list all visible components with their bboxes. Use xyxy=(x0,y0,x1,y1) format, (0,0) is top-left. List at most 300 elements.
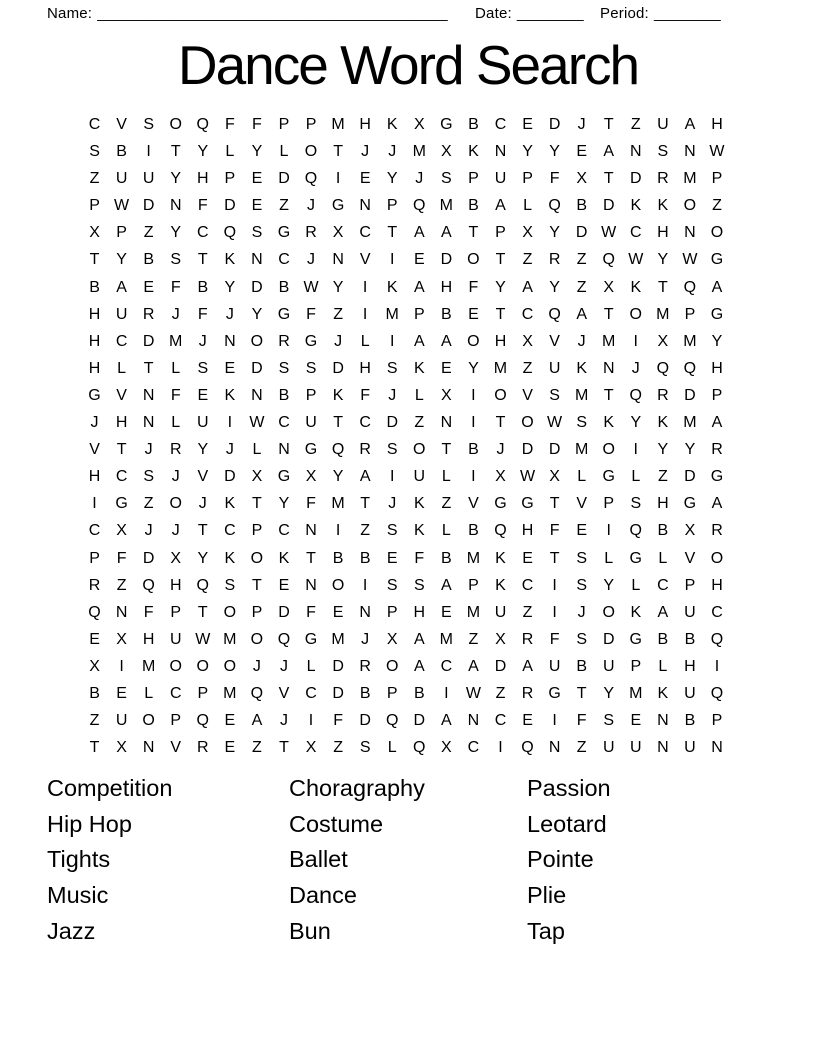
grid-letter: M xyxy=(223,684,237,702)
grid-letter: E xyxy=(386,549,398,567)
grid-letter: Q xyxy=(521,739,534,757)
grid-letter: K xyxy=(224,495,236,513)
grid-letter: N xyxy=(251,251,263,269)
word-list-item: Bun xyxy=(289,917,331,944)
period-label: Period: xyxy=(600,5,649,22)
grid-letter: L xyxy=(144,684,154,702)
grid-letter: V xyxy=(549,332,560,350)
grid-letter: J xyxy=(198,332,207,350)
grid-letter: X xyxy=(305,468,317,486)
grid-letter: J xyxy=(279,712,288,730)
grid-letter: B xyxy=(684,712,696,730)
grid-letter: V xyxy=(116,386,127,404)
grid-letter: P xyxy=(170,712,182,730)
grid-letter: T xyxy=(116,441,127,459)
grid-letter: K xyxy=(657,197,669,215)
grid-row xyxy=(81,409,731,436)
grid-letter: P xyxy=(468,576,479,594)
grid-letter: D xyxy=(684,386,696,404)
grid-letter: J xyxy=(577,603,586,621)
grid-letter: L xyxy=(604,549,614,567)
grid-letter: L xyxy=(279,143,289,161)
grid-letter: Y xyxy=(657,441,669,459)
grid-letter: A xyxy=(711,414,723,432)
grid-letter: S xyxy=(413,576,425,594)
grid-letter: J xyxy=(577,332,586,350)
grid-letter: C xyxy=(440,657,453,675)
grid-letter: A xyxy=(116,278,127,296)
grid-letter: I xyxy=(471,414,476,432)
grid-letter: B xyxy=(657,630,669,648)
name-label: Name: xyxy=(47,5,93,22)
grid-letter: G xyxy=(277,468,291,486)
grid-letter: W xyxy=(303,278,319,296)
grid-letter: E xyxy=(522,712,533,730)
grid-letter: P xyxy=(495,224,506,242)
grid-letter: H xyxy=(359,359,371,377)
grid-letter: P xyxy=(170,603,182,621)
grid-letter: J xyxy=(198,495,207,513)
grid-letter: O xyxy=(494,386,507,404)
word-list-item: Leotard xyxy=(527,810,607,837)
grid-letter: F xyxy=(414,549,425,567)
grid-letter: N xyxy=(224,332,236,350)
grid-letter: I xyxy=(308,712,314,730)
grid-letter: T xyxy=(603,386,614,404)
grid-letter: T xyxy=(549,549,560,567)
grid-letter: W xyxy=(465,684,481,702)
grid-letter: X xyxy=(441,143,452,161)
grid-letter: T xyxy=(468,224,479,242)
grid-letter: E xyxy=(468,305,479,323)
grid-letter: B xyxy=(441,305,452,323)
grid-letter: K xyxy=(576,359,587,377)
grid-letter: Y xyxy=(549,224,560,242)
grid-letter: C xyxy=(359,414,371,432)
grid-letter: M xyxy=(223,630,237,648)
grid-letter: M xyxy=(141,657,156,675)
grid-letter: T xyxy=(576,684,587,702)
grid-row xyxy=(81,192,731,219)
grid-letter: E xyxy=(332,603,344,621)
grid-letter: G xyxy=(277,305,291,323)
grid-letter: S xyxy=(630,495,642,513)
grid-letter: D xyxy=(440,251,453,269)
grid-letter: I xyxy=(362,576,368,594)
grid-row xyxy=(81,138,731,165)
grid-letter: B xyxy=(278,278,290,296)
grid-letter: B xyxy=(468,441,479,459)
word-list-column-1 xyxy=(47,771,172,950)
grid-letter: D xyxy=(251,278,263,296)
grid-letter: B xyxy=(278,386,290,404)
grid-letter: N xyxy=(115,603,128,621)
grid-letter: K xyxy=(603,414,615,432)
grid-row xyxy=(81,219,731,246)
word-list-item: Costume xyxy=(289,810,384,837)
grid-letter: F xyxy=(224,116,235,133)
grid-letter: S xyxy=(386,576,398,594)
grid-letter: Q xyxy=(548,197,561,215)
grid-letter: G xyxy=(521,495,534,513)
grid-row xyxy=(81,707,731,734)
grid-letter: U xyxy=(142,170,155,188)
grid-letter: Z xyxy=(414,414,425,432)
grid-letter: J xyxy=(171,305,180,323)
grid-letter: M xyxy=(169,332,183,350)
grid-letter: R xyxy=(359,657,371,675)
grid-letter: A xyxy=(413,657,425,675)
grid-letter: D xyxy=(602,197,615,215)
grid-letter: N xyxy=(305,576,317,594)
grid-letter: Q xyxy=(88,603,101,621)
grid-letter: J xyxy=(307,251,316,269)
word-list-item: Hip Hop xyxy=(47,810,132,837)
grid-letter: O xyxy=(629,305,642,323)
grid-letter: T xyxy=(143,359,154,377)
grid-letter: N xyxy=(684,143,696,161)
grid-letter: V xyxy=(684,549,696,567)
grid-letter: I xyxy=(389,468,395,486)
grid-letter: J xyxy=(225,441,234,459)
grid-letter: Y xyxy=(197,143,209,161)
grid-letter: L xyxy=(577,468,587,486)
grid-letter: S xyxy=(143,116,154,133)
grid-letter: X xyxy=(116,522,127,540)
grid-row xyxy=(81,382,731,409)
grid-letter: F xyxy=(143,603,154,621)
grid-letter: F xyxy=(252,116,262,133)
grid-letter: N xyxy=(467,712,480,730)
grid-letter: Z xyxy=(576,739,587,757)
grid-letter: L xyxy=(387,739,397,757)
grid-letter: X xyxy=(413,116,425,133)
grid-letter: O xyxy=(223,657,237,675)
grid-letter: W xyxy=(195,630,211,648)
grid-letter: D xyxy=(278,603,290,621)
grid-letter: K xyxy=(657,684,669,702)
grid-letter: Y xyxy=(116,251,127,269)
grid-letter: M xyxy=(683,414,697,432)
grid-letter: L xyxy=(360,332,370,350)
grid-letter: S xyxy=(549,386,560,404)
grid-letter: E xyxy=(224,359,236,377)
grid-letter: T xyxy=(603,116,614,133)
grid-letter: N xyxy=(359,197,371,215)
grid-letter: U xyxy=(197,414,209,432)
grid-letter: U xyxy=(602,739,615,757)
grid-letter: B xyxy=(143,251,154,269)
grid-letter: L xyxy=(441,468,451,486)
grid-letter: S xyxy=(89,143,100,161)
grid-letter: X xyxy=(522,332,533,350)
grid-letter: U xyxy=(115,170,128,188)
grid-letter: P xyxy=(684,305,696,323)
grid-letter: U xyxy=(115,305,128,323)
grid-letter: M xyxy=(331,116,345,133)
grid-letter: D xyxy=(630,170,642,188)
grid-letter: F xyxy=(306,603,316,621)
grid-letter: U xyxy=(657,116,669,133)
grid-letter: A xyxy=(413,630,425,648)
grid-letter: A xyxy=(657,603,669,621)
grid-letter: K xyxy=(413,495,425,513)
grid-letter: S xyxy=(441,170,452,188)
grid-letter: I xyxy=(714,657,720,675)
grid-letter: O xyxy=(413,441,426,459)
grid-letter: I xyxy=(444,684,449,702)
grid-letter: R xyxy=(711,522,723,540)
grid-letter: B xyxy=(468,522,479,540)
grid-letter: N xyxy=(548,739,561,757)
grid-letter: N xyxy=(142,739,155,757)
grid-letter: I xyxy=(471,468,476,486)
grid-letter: A xyxy=(603,143,615,161)
grid-letter: U xyxy=(169,630,182,648)
grid-letter: N xyxy=(657,739,669,757)
grid-row xyxy=(81,490,731,517)
grid-letter: R xyxy=(142,305,155,323)
grid-letter: B xyxy=(576,197,587,215)
grid-letter: M xyxy=(656,305,670,323)
grid-row xyxy=(81,246,731,273)
grid-letter: J xyxy=(252,657,261,675)
grid-letter: F xyxy=(333,712,343,730)
grid-letter: R xyxy=(521,630,534,648)
grid-letter: H xyxy=(494,332,507,350)
grid-letter: L xyxy=(631,576,641,594)
grid-letter: D xyxy=(548,116,561,133)
word-list-item: Pointe xyxy=(527,846,594,873)
period-blank-line: ________ xyxy=(653,5,721,22)
grid-letter: D xyxy=(332,657,344,675)
grid-letter: X xyxy=(89,657,100,675)
grid-letter: W xyxy=(682,251,698,269)
grid-letter: Y xyxy=(332,278,344,296)
grid-letter: V xyxy=(197,468,209,486)
grid-letter: X xyxy=(495,630,506,648)
grid-letter: K xyxy=(495,549,506,567)
grid-letter: G xyxy=(683,495,697,513)
grid-letter: I xyxy=(389,332,395,350)
grid-letter: Z xyxy=(495,684,506,702)
grid-letter: S xyxy=(251,224,263,242)
grid-letter: R xyxy=(359,441,371,459)
grid-letter: D xyxy=(142,332,155,350)
grid-letter: Q xyxy=(413,197,426,215)
grid-letter: O xyxy=(602,441,615,459)
grid-letter: D xyxy=(684,468,696,486)
grid-letter: O xyxy=(710,224,724,242)
grid-letter: I xyxy=(119,657,124,675)
grid-letter: T xyxy=(252,495,262,513)
grid-letter: P xyxy=(711,170,723,188)
grid-letter: L xyxy=(117,359,127,377)
grid-letter: R xyxy=(278,332,290,350)
grid-letter: R xyxy=(88,576,101,594)
grid-letter: M xyxy=(493,359,508,377)
grid-letter: E xyxy=(278,576,290,594)
grid-letter: T xyxy=(279,739,289,757)
grid-letter: O xyxy=(250,630,264,648)
grid-letter: D xyxy=(386,414,398,432)
grid-letter: C xyxy=(305,684,317,702)
grid-letter: X xyxy=(116,739,127,757)
grid-letter: M xyxy=(602,332,616,350)
grid-letter: C xyxy=(711,603,723,621)
grid-letter: T xyxy=(333,143,343,161)
grid-letter: N xyxy=(711,739,723,757)
grid-letter: O xyxy=(602,603,615,621)
grid-letter: E xyxy=(630,712,642,730)
grid-letter: R xyxy=(657,386,669,404)
grid-letter: O xyxy=(683,197,697,215)
grid-letter: J xyxy=(361,630,370,648)
grid-letter: A xyxy=(251,712,263,730)
grid-letter: F xyxy=(170,278,181,296)
date-field-group xyxy=(475,5,584,22)
grid-letter: S xyxy=(386,359,398,377)
grid-letter: Z xyxy=(657,468,668,486)
grid-letter: U xyxy=(684,684,696,702)
word-list-item: Tap xyxy=(527,917,565,944)
grid-letter: U xyxy=(684,603,696,621)
grid-letter: Y xyxy=(495,278,506,296)
grid-row xyxy=(81,626,731,653)
grid-letter: L xyxy=(441,522,451,540)
grid-row xyxy=(81,274,731,301)
grid-letter: H xyxy=(440,278,453,296)
grid-letter: K xyxy=(386,278,398,296)
grid-letter: J xyxy=(496,441,505,459)
grid-letter: A xyxy=(441,224,452,242)
grid-letter: O xyxy=(467,332,480,350)
grid-letter: S xyxy=(359,739,371,757)
grid-letter: K xyxy=(657,414,669,432)
grid-letter: X xyxy=(305,739,317,757)
grid-letter: Q xyxy=(683,359,697,377)
grid-letter: O xyxy=(250,549,264,567)
grid-letter: A xyxy=(441,332,452,350)
grid-letter: I xyxy=(362,278,368,296)
grid-letter: H xyxy=(657,224,669,242)
grid-letter: I xyxy=(552,603,557,621)
grid-letter: C xyxy=(169,684,182,702)
grid-letter: S xyxy=(603,712,615,730)
grid-letter: I xyxy=(552,576,557,594)
grid-letter: V xyxy=(576,495,587,513)
grid-letter: G xyxy=(548,684,561,702)
grid-letter: V xyxy=(278,684,290,702)
grid-letter: C xyxy=(494,116,507,133)
grid-letter: D xyxy=(548,441,561,459)
grid-letter: E xyxy=(359,170,371,188)
grid-letter: C xyxy=(224,522,236,540)
grid-letter: Y xyxy=(170,170,182,188)
grid-letter: S xyxy=(576,576,587,594)
grid-letter: B xyxy=(684,630,696,648)
grid-letter: Z xyxy=(522,359,533,377)
grid-letter: I xyxy=(146,143,151,161)
grid-letter: X xyxy=(441,739,452,757)
grid-letter: O xyxy=(250,332,264,350)
grid-letter: X xyxy=(603,278,615,296)
grid-letter: Z xyxy=(360,522,371,540)
grid-letter: N xyxy=(440,414,453,432)
grid-row xyxy=(81,436,731,463)
grid-letter: X xyxy=(657,332,669,350)
grid-letter: Q xyxy=(385,712,399,730)
grid-letter: M xyxy=(574,441,589,459)
grid-letter: A xyxy=(441,712,452,730)
grid-letter: U xyxy=(684,739,696,757)
grid-letter: B xyxy=(468,116,479,133)
grid-letter: P xyxy=(197,684,209,702)
grid-letter: F xyxy=(306,305,316,323)
grid-letter: W xyxy=(628,251,644,269)
grid-letter: C xyxy=(115,468,128,486)
grid-letter: K xyxy=(413,359,425,377)
grid-letter: M xyxy=(439,630,453,648)
name-field-group xyxy=(47,5,448,22)
grid-letter: B xyxy=(359,549,371,567)
grid-letter: P xyxy=(386,603,398,621)
grid-letter: Y xyxy=(332,468,344,486)
grid-row xyxy=(81,111,731,138)
grid-letter: C xyxy=(278,414,290,432)
grid-letter: X xyxy=(576,170,587,188)
word-list-item: Dance xyxy=(289,882,357,909)
grid-letter: B xyxy=(657,522,669,540)
grid-letter: B xyxy=(116,143,127,161)
grid-letter: J xyxy=(307,197,316,215)
grid-letter: G xyxy=(440,116,453,133)
grid-letter: B xyxy=(441,549,452,567)
grid-letter: Z xyxy=(143,224,154,242)
grid-letter: D xyxy=(575,224,588,242)
grid-letter: O xyxy=(385,657,399,675)
grid-letter: Q xyxy=(494,522,507,540)
grid-letter: V xyxy=(359,251,371,269)
grid-letter: D xyxy=(521,441,534,459)
grid-letter: A xyxy=(522,278,533,296)
grid-letter: B xyxy=(413,684,425,702)
grid-letter: G xyxy=(304,630,318,648)
grid-letter: Y xyxy=(630,414,642,432)
grid-letter: D xyxy=(332,684,344,702)
grid-letter: E xyxy=(413,251,425,269)
grid-letter: T xyxy=(306,549,316,567)
grid-letter: T xyxy=(170,143,181,161)
grid-letter: P xyxy=(89,549,100,567)
grid-row xyxy=(81,328,731,355)
grid-letter: T xyxy=(89,251,100,269)
grid-letter: M xyxy=(466,603,481,621)
grid-row xyxy=(81,599,731,626)
grid-letter: P xyxy=(413,305,425,323)
grid-letter: Q xyxy=(602,251,615,269)
grid-letter: G xyxy=(710,468,724,486)
grid-letter: Y xyxy=(657,251,669,269)
grid-letter: P xyxy=(89,197,100,215)
grid-letter: Z xyxy=(468,630,479,648)
grid-letter: B xyxy=(332,549,344,567)
date-blank-line: ________ xyxy=(516,5,584,22)
grid-letter: N xyxy=(657,712,669,730)
period-field-group xyxy=(600,5,721,22)
grid-letter: G xyxy=(629,549,642,567)
grid-letter: T xyxy=(197,251,208,269)
